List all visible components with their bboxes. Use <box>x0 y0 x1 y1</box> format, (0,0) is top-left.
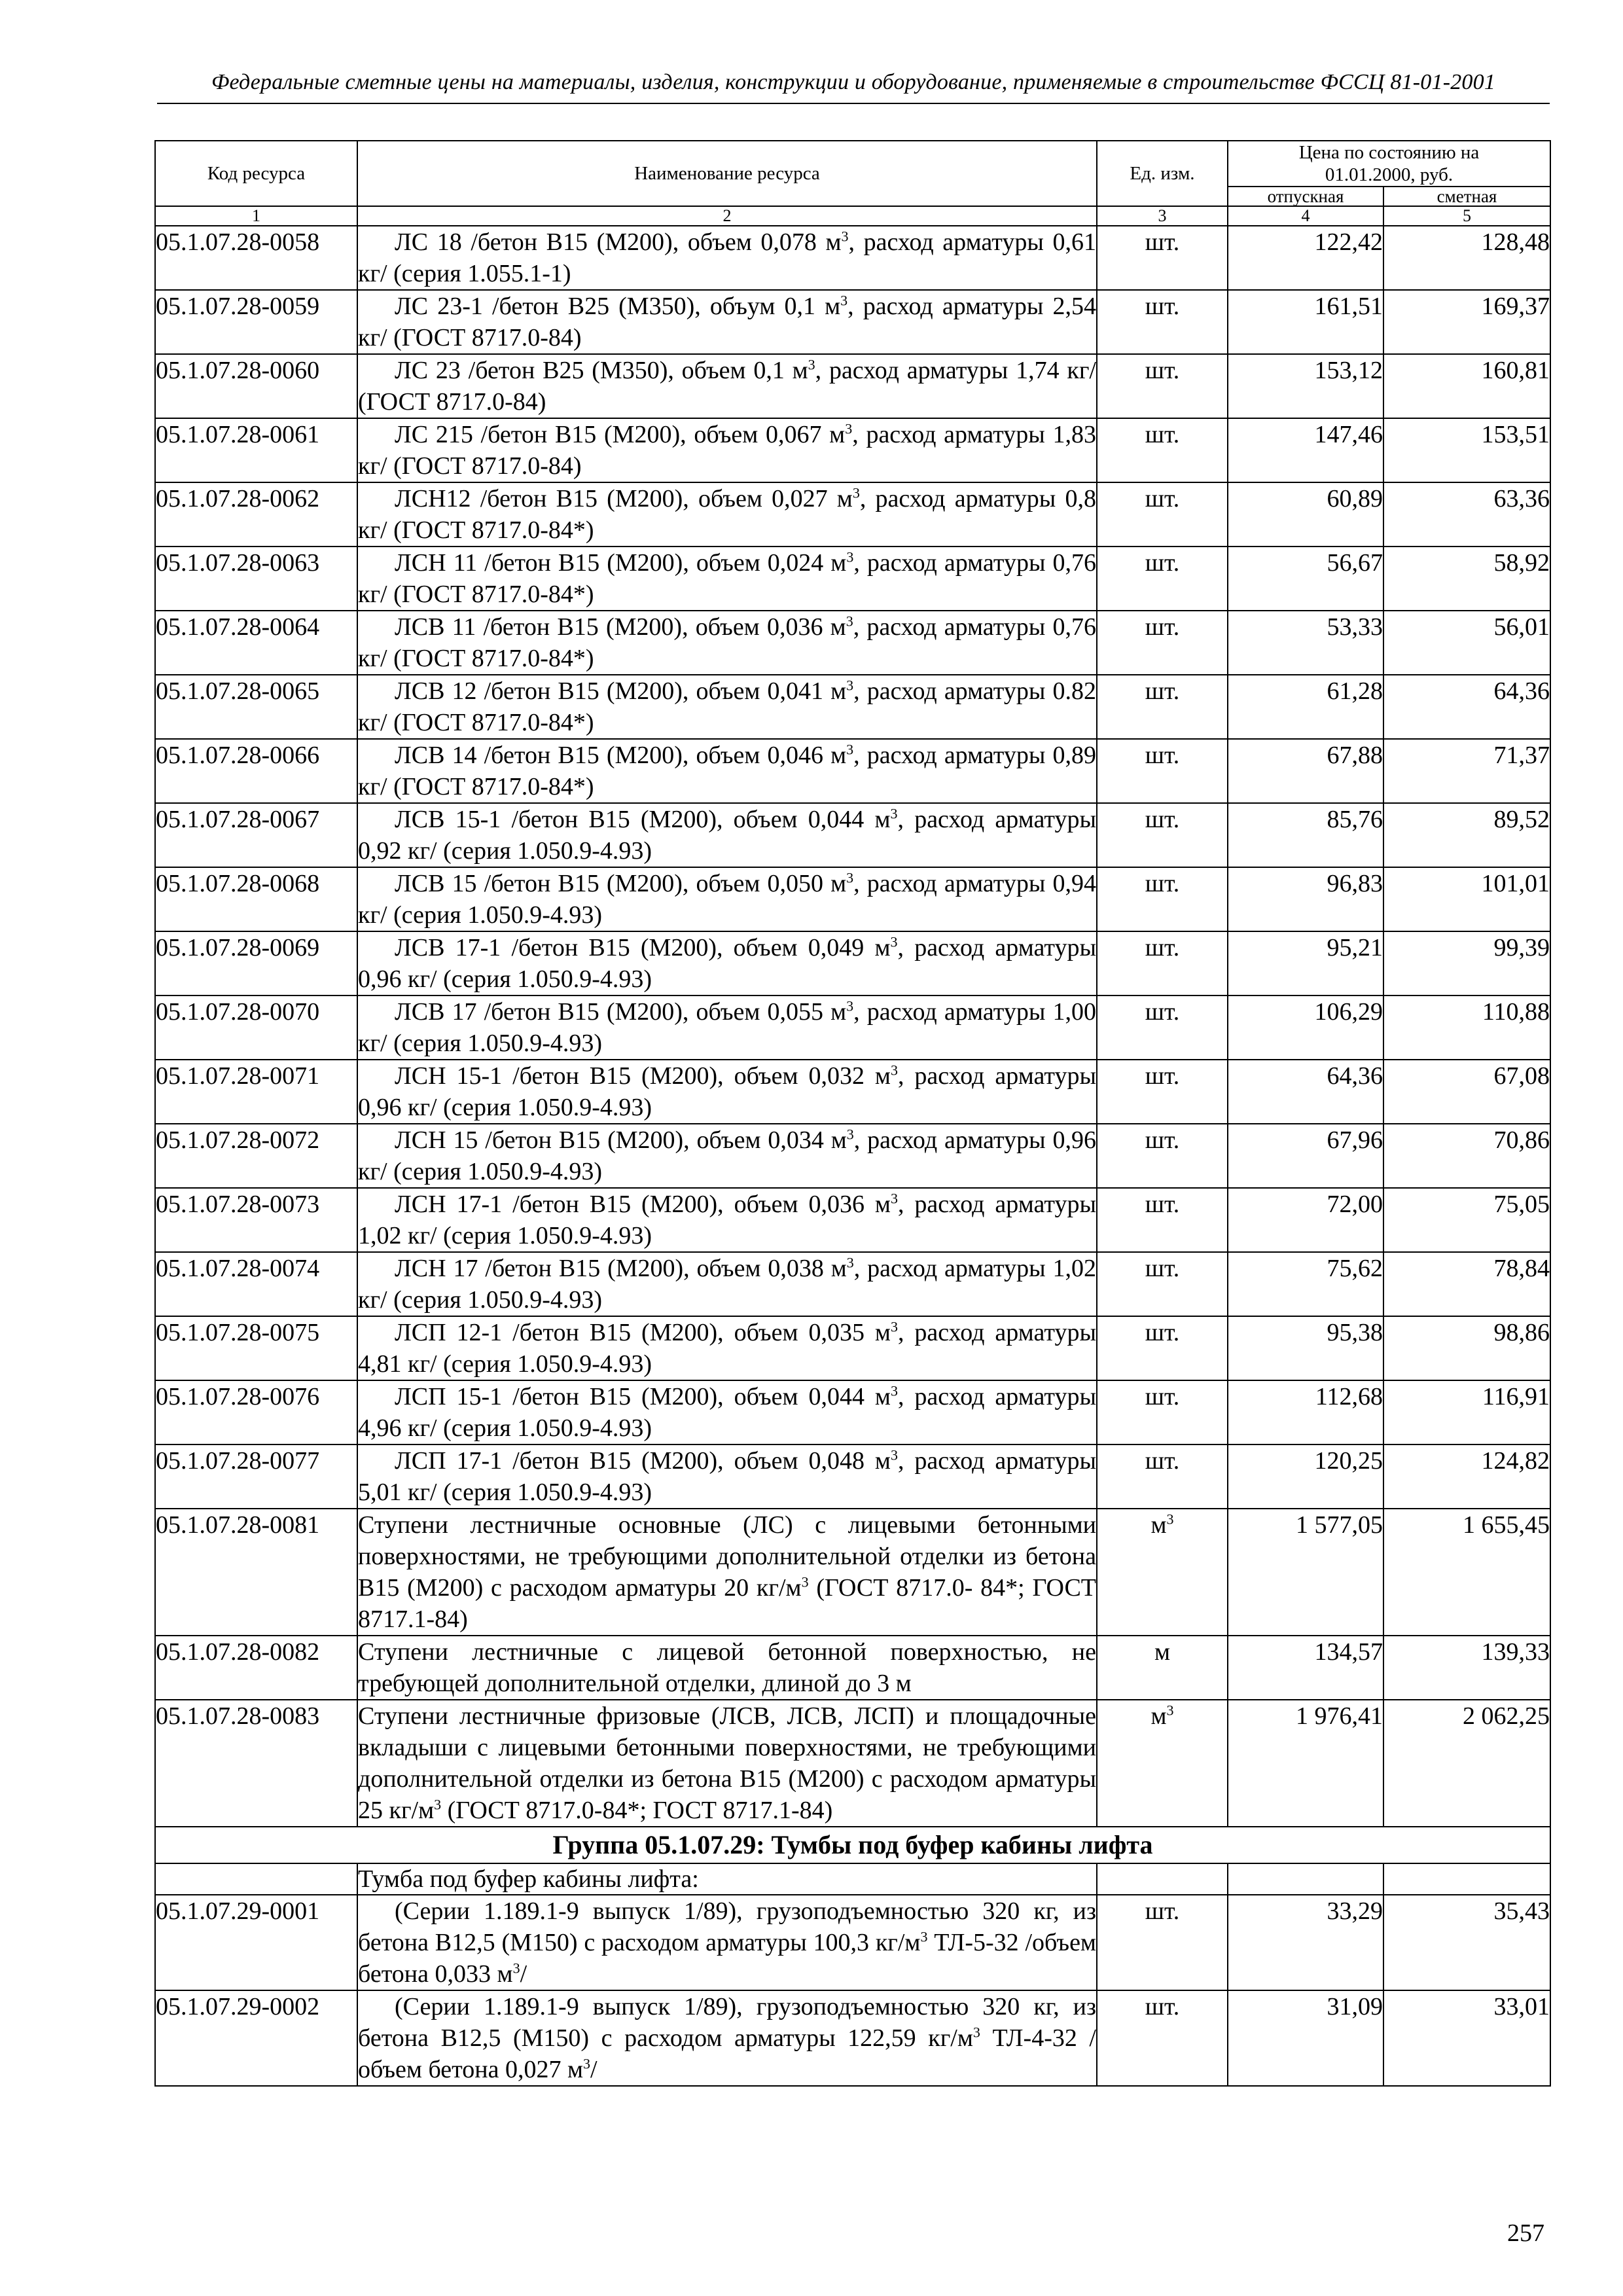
resource-name <box>357 739 1097 803</box>
price-release: 120,25 <box>1228 1444 1383 1509</box>
superscript: 3 <box>808 356 815 373</box>
table-row <box>155 803 1550 867</box>
resource-name <box>357 1316 1097 1380</box>
resource-code: 05.1.07.29-0001 <box>155 1895 357 1990</box>
name-part: , расход арматуры 2,54 кг/ (ГОСТ 8717.0-84) <box>358 293 1096 351</box>
superscript: 3 <box>846 677 854 694</box>
unit: шт. <box>1097 1124 1228 1188</box>
name-part: ЛСП 17-1 /бетон В15 (М200), объем 0,048 м <box>395 1447 891 1475</box>
price-estimate: 153,51 <box>1383 418 1550 482</box>
resource-name <box>357 1990 1097 2086</box>
name-part: ЛСВ 11 /бетон В15 (М200), объем 0,036 м <box>395 613 846 641</box>
price-estimate: 33,01 <box>1383 1990 1550 2086</box>
running-header: Федеральные сметные цены на материалы, изделия, конструкции и оборудование, применяемые в строительстве ФССЦ 81-01-2001 <box>211 70 1496 94</box>
price-release: 67,96 <box>1228 1124 1383 1188</box>
resource-name <box>357 482 1097 547</box>
table-row <box>155 739 1550 803</box>
column-number: 2 <box>357 206 1097 226</box>
resource-code: 05.1.07.28-0083 <box>155 1700 357 1827</box>
superscript: 3 <box>1166 1511 1174 1528</box>
header-code: Код ресурса <box>155 141 357 206</box>
unit <box>1097 1700 1228 1827</box>
superscript: 3 <box>920 1928 928 1945</box>
price-release: 147,46 <box>1228 418 1383 482</box>
table-row <box>155 547 1550 611</box>
table-row <box>155 1990 1550 2086</box>
resource-code: 05.1.07.28-0066 <box>155 739 357 803</box>
resource-name <box>357 1124 1097 1188</box>
name-part: (ГОСТ 8717.0-84*; ГОСТ 8717.1-84) <box>441 1797 833 1824</box>
price-release: 153,12 <box>1228 354 1383 418</box>
superscript: 3 <box>972 2024 980 2041</box>
superscript: 3 <box>846 548 854 565</box>
unit: шт. <box>1097 226 1228 290</box>
name-part: ЛСН 11 /бетон В15 (М200), объем 0,024 м <box>395 549 847 577</box>
name-part: ЛС 215 /бетон В15 (М200), объем 0,067 м <box>395 421 846 448</box>
resource-code: 05.1.07.28-0071 <box>155 1060 357 1124</box>
resource-name <box>357 1444 1097 1509</box>
price-release: 95,21 <box>1228 931 1383 996</box>
name-part: , расход арматуры 1,74 кг/ (ГОСТ 8717.0-84) <box>358 357 1096 416</box>
resource-name <box>357 1380 1097 1444</box>
header-rule <box>157 103 1550 104</box>
unit: шт. <box>1097 867 1228 931</box>
name-part: ТЛ-5-32 /объем бетона 0,033 м <box>358 1929 1096 1988</box>
table-row <box>155 226 1550 290</box>
unit: м <box>1097 1636 1228 1700</box>
group-row <box>155 1827 1550 1863</box>
name-part: ЛС 18 /бетон В15 (М200), объем 0,078 м <box>395 228 842 256</box>
name-part: , расход арматуры 0,8 кг/ (ГОСТ 8717.0-84*) <box>358 485 1097 544</box>
unit: шт. <box>1097 418 1228 482</box>
table-row <box>155 1895 1550 1990</box>
name-part: ЛСН12 /бетон В15 (М200), объем 0,027 м <box>395 485 853 512</box>
resource-code: 05.1.07.28-0062 <box>155 482 357 547</box>
resource-code: 05.1.07.28-0075 <box>155 1316 357 1380</box>
name-part: Ступени лестничные основные (ЛС) с лицевыми бетонными поверхностями, не требующими дополнительной отделки из бетона В15 (М200) с расходом арматуры 20 кг/м <box>358 1511 1096 1602</box>
unit: шт. <box>1097 931 1228 996</box>
name-part: , расход арматуры 0,92 кг/ (серия 1.050.9-4.93) <box>358 806 1096 865</box>
table-row <box>155 996 1550 1060</box>
table-row <box>155 1188 1550 1252</box>
price-release: 85,76 <box>1228 803 1383 867</box>
superscript: 3 <box>1166 1702 1174 1719</box>
resource-code: 05.1.07.28-0065 <box>155 675 357 739</box>
superscript: 3 <box>890 1446 898 1463</box>
price-release: 95,38 <box>1228 1316 1383 1380</box>
price-release: 112,68 <box>1228 1380 1383 1444</box>
name-part: ЛСП 15-1 /бетон В15 (М200), объем 0,044 м <box>395 1383 891 1410</box>
name-part: ЛСН 17 /бетон В15 (М200), объем 0,038 м <box>395 1255 847 1282</box>
name-part: ЛСВ 17-1 /бетон В15 (М200), объем 0,049 м <box>395 934 891 961</box>
subgroup-row <box>155 1863 1550 1895</box>
name-part: , расход арматуры 0,96 кг/ (серия 1.050.9-4.93) <box>358 1062 1096 1121</box>
resource-code: 05.1.07.28-0082 <box>155 1636 357 1700</box>
name-part: ЛСВ 15-1 /бетон В15 (М200), объем 0,044 м <box>395 806 891 833</box>
name-part: , расход арматуры 0,96 кг/ (серия 1.050.9-4.93) <box>358 934 1096 993</box>
price-estimate: 116,91 <box>1383 1380 1550 1444</box>
unit: шт. <box>1097 1316 1228 1380</box>
column-number: 3 <box>1097 206 1228 226</box>
name-part: ЛС 23 /бетон В25 (М350), объем 0,1 м <box>395 357 808 384</box>
price-estimate: 70,86 <box>1383 1124 1550 1188</box>
resource-code: 05.1.07.28-0074 <box>155 1252 357 1316</box>
table-row <box>155 482 1550 547</box>
group-title: Группа 05.1.07.29: Тумбы под буфер кабины лифта <box>155 1827 1550 1863</box>
name-part: , расход арматуры 1,02 кг/ (серия 1.050.9-4.93) <box>358 1255 1097 1314</box>
price-release: 67,88 <box>1228 739 1383 803</box>
table-row <box>155 354 1550 418</box>
table-row <box>155 290 1550 354</box>
price-release: 61,28 <box>1228 675 1383 739</box>
superscript: 3 <box>846 997 854 1014</box>
resource-code: 05.1.07.28-0081 <box>155 1509 357 1636</box>
name-part: , расход арматуры 0,89 кг/ (ГОСТ 8717.0-84*) <box>358 742 1096 800</box>
price-estimate: 124,82 <box>1383 1444 1550 1509</box>
unit <box>1097 1509 1228 1636</box>
name-part: / <box>590 2056 597 2083</box>
superscript: 3 <box>890 1318 898 1335</box>
name-part: , расход арматуры 1,00 кг/ (серия 1.050.9-4.93) <box>358 998 1096 1057</box>
unit-text: м <box>1150 1702 1167 1730</box>
header-price-estimate: сметная <box>1383 187 1550 206</box>
superscript: 3 <box>852 484 860 501</box>
unit: шт. <box>1097 996 1228 1060</box>
price-release: 1 976,41 <box>1228 1700 1383 1827</box>
price-estimate: 2 062,25 <box>1383 1700 1550 1827</box>
unit: шт. <box>1097 1060 1228 1124</box>
unit: шт. <box>1097 1895 1228 1990</box>
name-part: ЛСВ 15 /бетон В15 (М200), объем 0,050 м <box>395 870 847 897</box>
superscript: 3 <box>890 933 898 950</box>
empty-cell <box>1228 1863 1383 1895</box>
unit: шт. <box>1097 1990 1228 2086</box>
unit: шт. <box>1097 611 1228 675</box>
price-estimate: 160,81 <box>1383 354 1550 418</box>
superscript: 3 <box>512 1960 520 1977</box>
price-estimate: 71,37 <box>1383 739 1550 803</box>
table-row <box>155 1316 1550 1380</box>
name-part: (Серии 1.189.1-9 выпуск 1/89), грузоподъемностью 320 кг, из бетона В12,5 (М150) с расходом арматуры 100,3 кг/м <box>358 1897 1096 1956</box>
price-estimate: 89,52 <box>1383 803 1550 867</box>
resource-name <box>357 867 1097 931</box>
resource-code: 05.1.07.28-0068 <box>155 867 357 931</box>
name-part: , расход арматуры 0,61 кг/ (серия 1.055.1-1) <box>358 228 1097 287</box>
resource-code: 05.1.07.28-0063 <box>155 547 357 611</box>
name-part: , расход арматуры 4,81 кг/ (серия 1.050.9-4.93) <box>358 1319 1096 1378</box>
resource-name <box>357 418 1097 482</box>
table-row <box>155 418 1550 482</box>
price-release: 33,29 <box>1228 1895 1383 1990</box>
price-estimate: 75,05 <box>1383 1188 1550 1252</box>
name-part: ЛСН 17-1 /бетон В15 (М200), объем 0,036 м <box>395 1191 891 1218</box>
header-unit: Ед. изм. <box>1097 141 1228 206</box>
price-release: 75,62 <box>1228 1252 1383 1316</box>
resource-name <box>357 1895 1097 1990</box>
name-part: , расход арматуры 5,01 кг/ (серия 1.050.9-4.93) <box>358 1447 1096 1506</box>
price-release: 53,33 <box>1228 611 1383 675</box>
price-release: 64,36 <box>1228 1060 1383 1124</box>
name-part: , расход арматуры 0,76 кг/ (ГОСТ 8717.0-84*) <box>358 613 1096 672</box>
price-estimate: 35,43 <box>1383 1895 1550 1990</box>
price-estimate: 56,01 <box>1383 611 1550 675</box>
price-estimate: 98,86 <box>1383 1316 1550 1380</box>
price-estimate: 64,36 <box>1383 675 1550 739</box>
price-release: 72,00 <box>1228 1188 1383 1252</box>
price-estimate: 139,33 <box>1383 1636 1550 1700</box>
price-release: 161,51 <box>1228 290 1383 354</box>
resource-code: 05.1.07.28-0073 <box>155 1188 357 1252</box>
name-part: ЛСВ 17 /бетон В15 (М200), объем 0,055 м <box>395 998 847 1026</box>
name-part: , расход арматуры 1,83 кг/ (ГОСТ 8717.0-84) <box>358 421 1096 480</box>
name-part: , расход арматуры 0,76 кг/ (ГОСТ 8717.0-84*) <box>358 549 1096 608</box>
unit: шт. <box>1097 1188 1228 1252</box>
table-row <box>155 1700 1550 1827</box>
superscript: 3 <box>846 869 854 886</box>
name-part: ЛСП 12-1 /бетон В15 (М200), объем 0,035 м <box>395 1319 891 1346</box>
price-release: 106,29 <box>1228 996 1383 1060</box>
resource-name <box>357 1509 1097 1636</box>
table-row <box>155 1444 1550 1509</box>
empty-cell <box>1383 1863 1550 1895</box>
superscript: 3 <box>801 1573 809 1590</box>
name-part: , расход арматуры 0,96 кг/ (серия 1.050.9-4.93) <box>358 1126 1097 1185</box>
table-row <box>155 675 1550 739</box>
resource-name <box>357 1252 1097 1316</box>
price-estimate: 101,01 <box>1383 867 1550 931</box>
resource-code: 05.1.07.28-0067 <box>155 803 357 867</box>
column-number: 5 <box>1383 206 1550 226</box>
page-number: 257 <box>1507 2219 1544 2247</box>
price-release: 1 577,05 <box>1228 1509 1383 1636</box>
price-estimate: 78,84 <box>1383 1252 1550 1316</box>
name-part: / <box>520 1960 527 1988</box>
price-estimate: 99,39 <box>1383 931 1550 996</box>
resource-name <box>357 547 1097 611</box>
price-estimate: 67,08 <box>1383 1060 1550 1124</box>
price-release: 60,89 <box>1228 482 1383 547</box>
name-part: ЛС 23-1 /бетон В25 (М350), объум 0,1 м <box>395 293 841 320</box>
unit: шт. <box>1097 290 1228 354</box>
superscript: 3 <box>841 228 849 245</box>
resource-code: 05.1.07.28-0064 <box>155 611 357 675</box>
price-release: 134,57 <box>1228 1636 1383 1700</box>
table-row <box>155 611 1550 675</box>
resource-name <box>357 1700 1097 1827</box>
superscript: 3 <box>846 613 853 630</box>
price-estimate: 58,92 <box>1383 547 1550 611</box>
superscript: 3 <box>583 2055 591 2072</box>
unit-text: м <box>1150 1511 1167 1539</box>
superscript: 3 <box>434 1796 442 1813</box>
table-row <box>155 1636 1550 1700</box>
unit: шт. <box>1097 739 1228 803</box>
unit: шт. <box>1097 1380 1228 1444</box>
unit: шт. <box>1097 354 1228 418</box>
empty-cell <box>155 1863 357 1895</box>
column-numbers-row <box>155 206 1550 226</box>
unit: шт. <box>1097 547 1228 611</box>
resource-code: 05.1.07.28-0058 <box>155 226 357 290</box>
name-part: (Серии 1.189.1-9 выпуск 1/89), грузоподъемностью 320 кг, из бетона В12,5 (М150) с расходом арматуры 122,59 кг/м <box>358 1993 1096 2052</box>
name-part: ЛСН 15 /бетон В15 (М200), объем 0,034 м <box>395 1126 847 1154</box>
name-part: , расход арматуры 0.82 кг/ (ГОСТ 8717.0-84*) <box>358 677 1096 736</box>
column-number: 4 <box>1228 206 1383 226</box>
table-row <box>155 1060 1550 1124</box>
superscript: 3 <box>840 292 848 309</box>
name-part: , расход арматуры 4,96 кг/ (серия 1.050.9-4.93) <box>358 1383 1096 1442</box>
resource-code: 05.1.07.28-0070 <box>155 996 357 1060</box>
superscript: 3 <box>890 1190 898 1207</box>
name-part: Ступени лестничные фризовые (ЛСВ, ЛСВ, ЛСП) и площадочные вкладыши с лицевыми бетонными поверхностями, не требующими дополнительной отделки из бетона В15 (М200) с расходом арматуры 25 кг/м <box>358 1702 1096 1824</box>
table-row <box>155 867 1550 931</box>
superscript: 3 <box>846 741 854 758</box>
unit: шт. <box>1097 482 1228 547</box>
resource-name <box>357 1060 1097 1124</box>
header-price-release: отпускная <box>1228 187 1383 206</box>
name-part: , расход арматуры 1,02 кг/ (серия 1.050.9-4.93) <box>358 1191 1096 1249</box>
header-price: Цена по состоянию на 01.01.2000, руб. <box>1228 141 1550 187</box>
unit: шт. <box>1097 1444 1228 1509</box>
price-release: 122,42 <box>1228 226 1383 290</box>
superscript: 3 <box>845 420 853 437</box>
table-row <box>155 1380 1550 1444</box>
resource-name <box>357 354 1097 418</box>
table-row <box>155 1509 1550 1636</box>
resource-name <box>357 675 1097 739</box>
superscript: 3 <box>890 805 898 822</box>
price-table <box>154 140 1551 2087</box>
header-name: Наименование ресурса <box>357 141 1097 206</box>
table-row <box>155 931 1550 996</box>
resource-name <box>357 803 1097 867</box>
name-part: , расход арматуры 0,94 кг/ (серия 1.050.9-4.93) <box>358 870 1096 929</box>
price-release: 96,83 <box>1228 867 1383 931</box>
superscript: 3 <box>846 1126 854 1143</box>
superscript: 3 <box>890 1382 898 1399</box>
unit: шт. <box>1097 803 1228 867</box>
price-estimate: 169,37 <box>1383 290 1550 354</box>
resource-code: 05.1.07.28-0072 <box>155 1124 357 1188</box>
column-number: 1 <box>155 206 357 226</box>
table-row <box>155 1124 1550 1188</box>
resource-name <box>357 290 1097 354</box>
resource-code: 05.1.07.28-0061 <box>155 418 357 482</box>
table-row <box>155 1252 1550 1316</box>
price-release: 31,09 <box>1228 1990 1383 2086</box>
resource-code: 05.1.07.28-0060 <box>155 354 357 418</box>
resource-name <box>357 931 1097 996</box>
name-part: ЛСВ 12 /бетон В15 (М200), объем 0,041 м <box>395 677 847 705</box>
resource-name <box>357 1188 1097 1252</box>
resource-code: 05.1.07.28-0077 <box>155 1444 357 1509</box>
resource-code: 05.1.07.28-0069 <box>155 931 357 996</box>
name-part: ЛСН 15-1 /бетон В15 (М200), объем 0,032 м <box>395 1062 891 1090</box>
standard-rows <box>155 226 1550 1509</box>
name-part: ЛСВ 14 /бетон В15 (М200), объем 0,046 м <box>395 742 847 769</box>
price-estimate: 128,48 <box>1383 226 1550 290</box>
resource-name <box>357 996 1097 1060</box>
unit: шт. <box>1097 1252 1228 1316</box>
price-release: 56,67 <box>1228 547 1383 611</box>
superscript: 3 <box>890 1062 898 1079</box>
superscript: 3 <box>846 1254 854 1271</box>
empty-cell <box>1097 1863 1228 1895</box>
price-estimate: 110,88 <box>1383 996 1550 1060</box>
resource-code: 05.1.07.28-0076 <box>155 1380 357 1444</box>
resource-name: Ступени лестничные с лицевой бетонной поверхностью, не требующей дополнительной отделки, длиной до 3 м <box>357 1636 1097 1700</box>
subgroup-title: Тумба под буфер кабины лифта: <box>357 1863 1097 1895</box>
unit: шт. <box>1097 675 1228 739</box>
resource-code: 05.1.07.28-0059 <box>155 290 357 354</box>
price-estimate: 63,36 <box>1383 482 1550 547</box>
extra-rows <box>155 1509 1550 2086</box>
name-part: (ГОСТ 8717.0- 84*; ГОСТ 8717.1-84) <box>358 1574 1097 1633</box>
resource-code: 05.1.07.29-0002 <box>155 1990 357 2086</box>
name-part: ТЛ-4-32 /объем бетона 0,027 м <box>358 2024 1096 2083</box>
resource-name <box>357 611 1097 675</box>
resource-name <box>357 226 1097 290</box>
price-estimate: 1 655,45 <box>1383 1509 1550 1636</box>
